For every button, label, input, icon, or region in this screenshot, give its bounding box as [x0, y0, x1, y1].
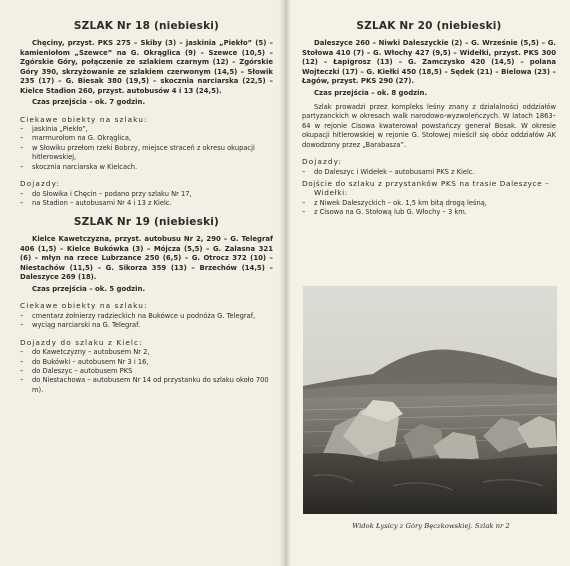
- list-item: – do Słowika i Chęcin – podano przy szlaku Nr 17,: [20, 189, 192, 198]
- photo-caption: Widok Łysicy z Góry Bęczkowskiej. Szlak nr 2: [352, 522, 510, 530]
- list-item: – wyciąg narciarski na G. Telegraf.: [20, 321, 141, 330]
- szlak-18-obiekty-list: [20, 125, 273, 172]
- szlak-19-dojazdy-list: [20, 348, 273, 395]
- szlak-20-dojscie-header: Dojście do szlaku z przystanków PKS na trasie Daleszyce – Widełki:: [302, 178, 550, 198]
- list-item: – do Daleszyc i Widełek – autobusami PKS z Kielc.: [302, 167, 475, 176]
- list-item: – do Niestachowa – autobusem Nr 14 od przystanku do szlaku około 700 m).: [20, 376, 269, 394]
- szlak-19-dojazdy-header: Dojazdy do szlaku z Kielc:: [20, 337, 143, 347]
- szlak-20-dojazdy-list: [302, 168, 556, 177]
- szlak-19-route: Kielce Kawetczyzna, przyst. autobusu Nr 2, 290 – G. Telegraf 406 (1,5) – Kielce Bukówka (3) – Mójcza (5,5) – G. Zalasna 321 (6) – młyn na rzece Lubrzance 250 (6,5) – G. Otrocz 372 (10) – Niestachów (11,5) – G. Sikorza 359 (13) – Brzechów (14,5) – Daleszyce 269 (18).: [20, 235, 273, 282]
- lysica-view-image: [303, 286, 557, 514]
- landscape-photo: [303, 286, 557, 514]
- szlak-18-dojazdy-list: [20, 190, 273, 209]
- list-item: – do Daleszyc – autobusem PKS: [20, 366, 133, 375]
- szlak-19-time: Czas przejścia – ok. 5 godzin.: [32, 284, 146, 293]
- szlak-18-time: Czas przejścia – ok. 7 godzin.: [32, 98, 146, 106]
- list-item: – z Niwek Daleszyckich – ok. 1,5 km bitą drogą leśną,: [302, 198, 487, 207]
- list-item: – z Cisowa na G. Stołową lub G. Włochy – 3 km.: [302, 208, 467, 217]
- szlak-20-dojazdy-header: Dojazdy:: [302, 157, 343, 167]
- list-item: – w Słowiku przełom rzeki Bobrzy, miejsce straceń z okresu okupacji hitlerowskiej,: [20, 143, 255, 162]
- list-item: – jaskinia „Piekło”,: [20, 125, 88, 133]
- szlak-19-title: SZLAK Nr 19 (niebieski): [73, 216, 220, 229]
- szlak-19-obiekty-list: [20, 312, 273, 331]
- list-item: – skocznia narciarska w Kielcach.: [20, 162, 138, 171]
- list-item: – na Stadion – autobusami Nr 4 i 13 z Kielc.: [20, 198, 172, 207]
- szlak-18-dojazdy-header: Dojazdy:: [20, 179, 61, 189]
- list-item: – cmentarz żołnierzy radzieckich na Bukówce u podnóża G. Telegraf,: [20, 311, 256, 320]
- szlak-18-title: SZLAK Nr 18 (niebieski): [73, 20, 220, 32]
- szlak-19-obiekty-header: Ciekawe obiekty na szlaku:: [20, 301, 148, 311]
- szlak-18-route: Chęciny, przyst. PKS 275 – Skiby (3) – jaskinia „Piekło” (5) – kamieniołom „Szewce” na G. Okrąglica (9) – Szewce (10,5) – Zgórskie Góry, połączenie ze szlakiem czarnym (12) – Zgórskie Góry 390, skrzyżowanie ze szlakiem czerwonym (14,5) – Słowik 235 (17) – G. Biesak 380 (19,5) – skocznia narciarska (22,5) – Kielce Stadion 260, przyst. autobusów 4 i 13 (24,5).: [20, 39, 273, 95]
- szlak-20-title: SZLAK Nr 20 (niebieski): [356, 20, 502, 32]
- szlak-20-description: Szlak prowadzi przez kompleks leśny znany z działalności oddziałów partyzanckich w okresach walk narodowo-wyzwoleńczych. W latach 1863–64 w rejonie Cisowa kwaterował powstańczy generał Bosak. W okresie okupacji hitlerowskiej w rejonie G. Stołowej mieścił się obóz oddziałów AK dowodzony przez „Barabasza”.: [302, 103, 556, 149]
- list-item: – marmurołom na G. Okrąglica,: [20, 134, 132, 143]
- list-item: – do Kawetczyzny – autobusem Nr 2,: [20, 348, 150, 357]
- szlak-18-obiekty-header: Ciekawe obiekty na szlaku:: [20, 114, 148, 124]
- book-gutter: [279, 0, 291, 566]
- szlak-20-time: Czas przejścia – ok. 8 godzin.: [314, 88, 428, 97]
- szlak-20-route: Daleszyce 260 – Niwki Daleszyckie (2) – G. Wrześnie (5,5) – G. Stołowa 410 (7) – G. Włochy 427 (9,5) – Widełki, przyst. PKS 300 (12) – Łapigrosz (13) – G. Zamczysko 420 (14,5) – polana Wojteczki (17) – G. Kiełki 450 (18,5) – Sędek (21) – Bielowa (23) – Łagów, przyst. PKS 290 (27).: [302, 39, 556, 85]
- list-item: – do Bukówki – autobusem Nr 3 i 16,: [20, 357, 149, 366]
- szlak-20-dojscie-list: [302, 199, 556, 218]
